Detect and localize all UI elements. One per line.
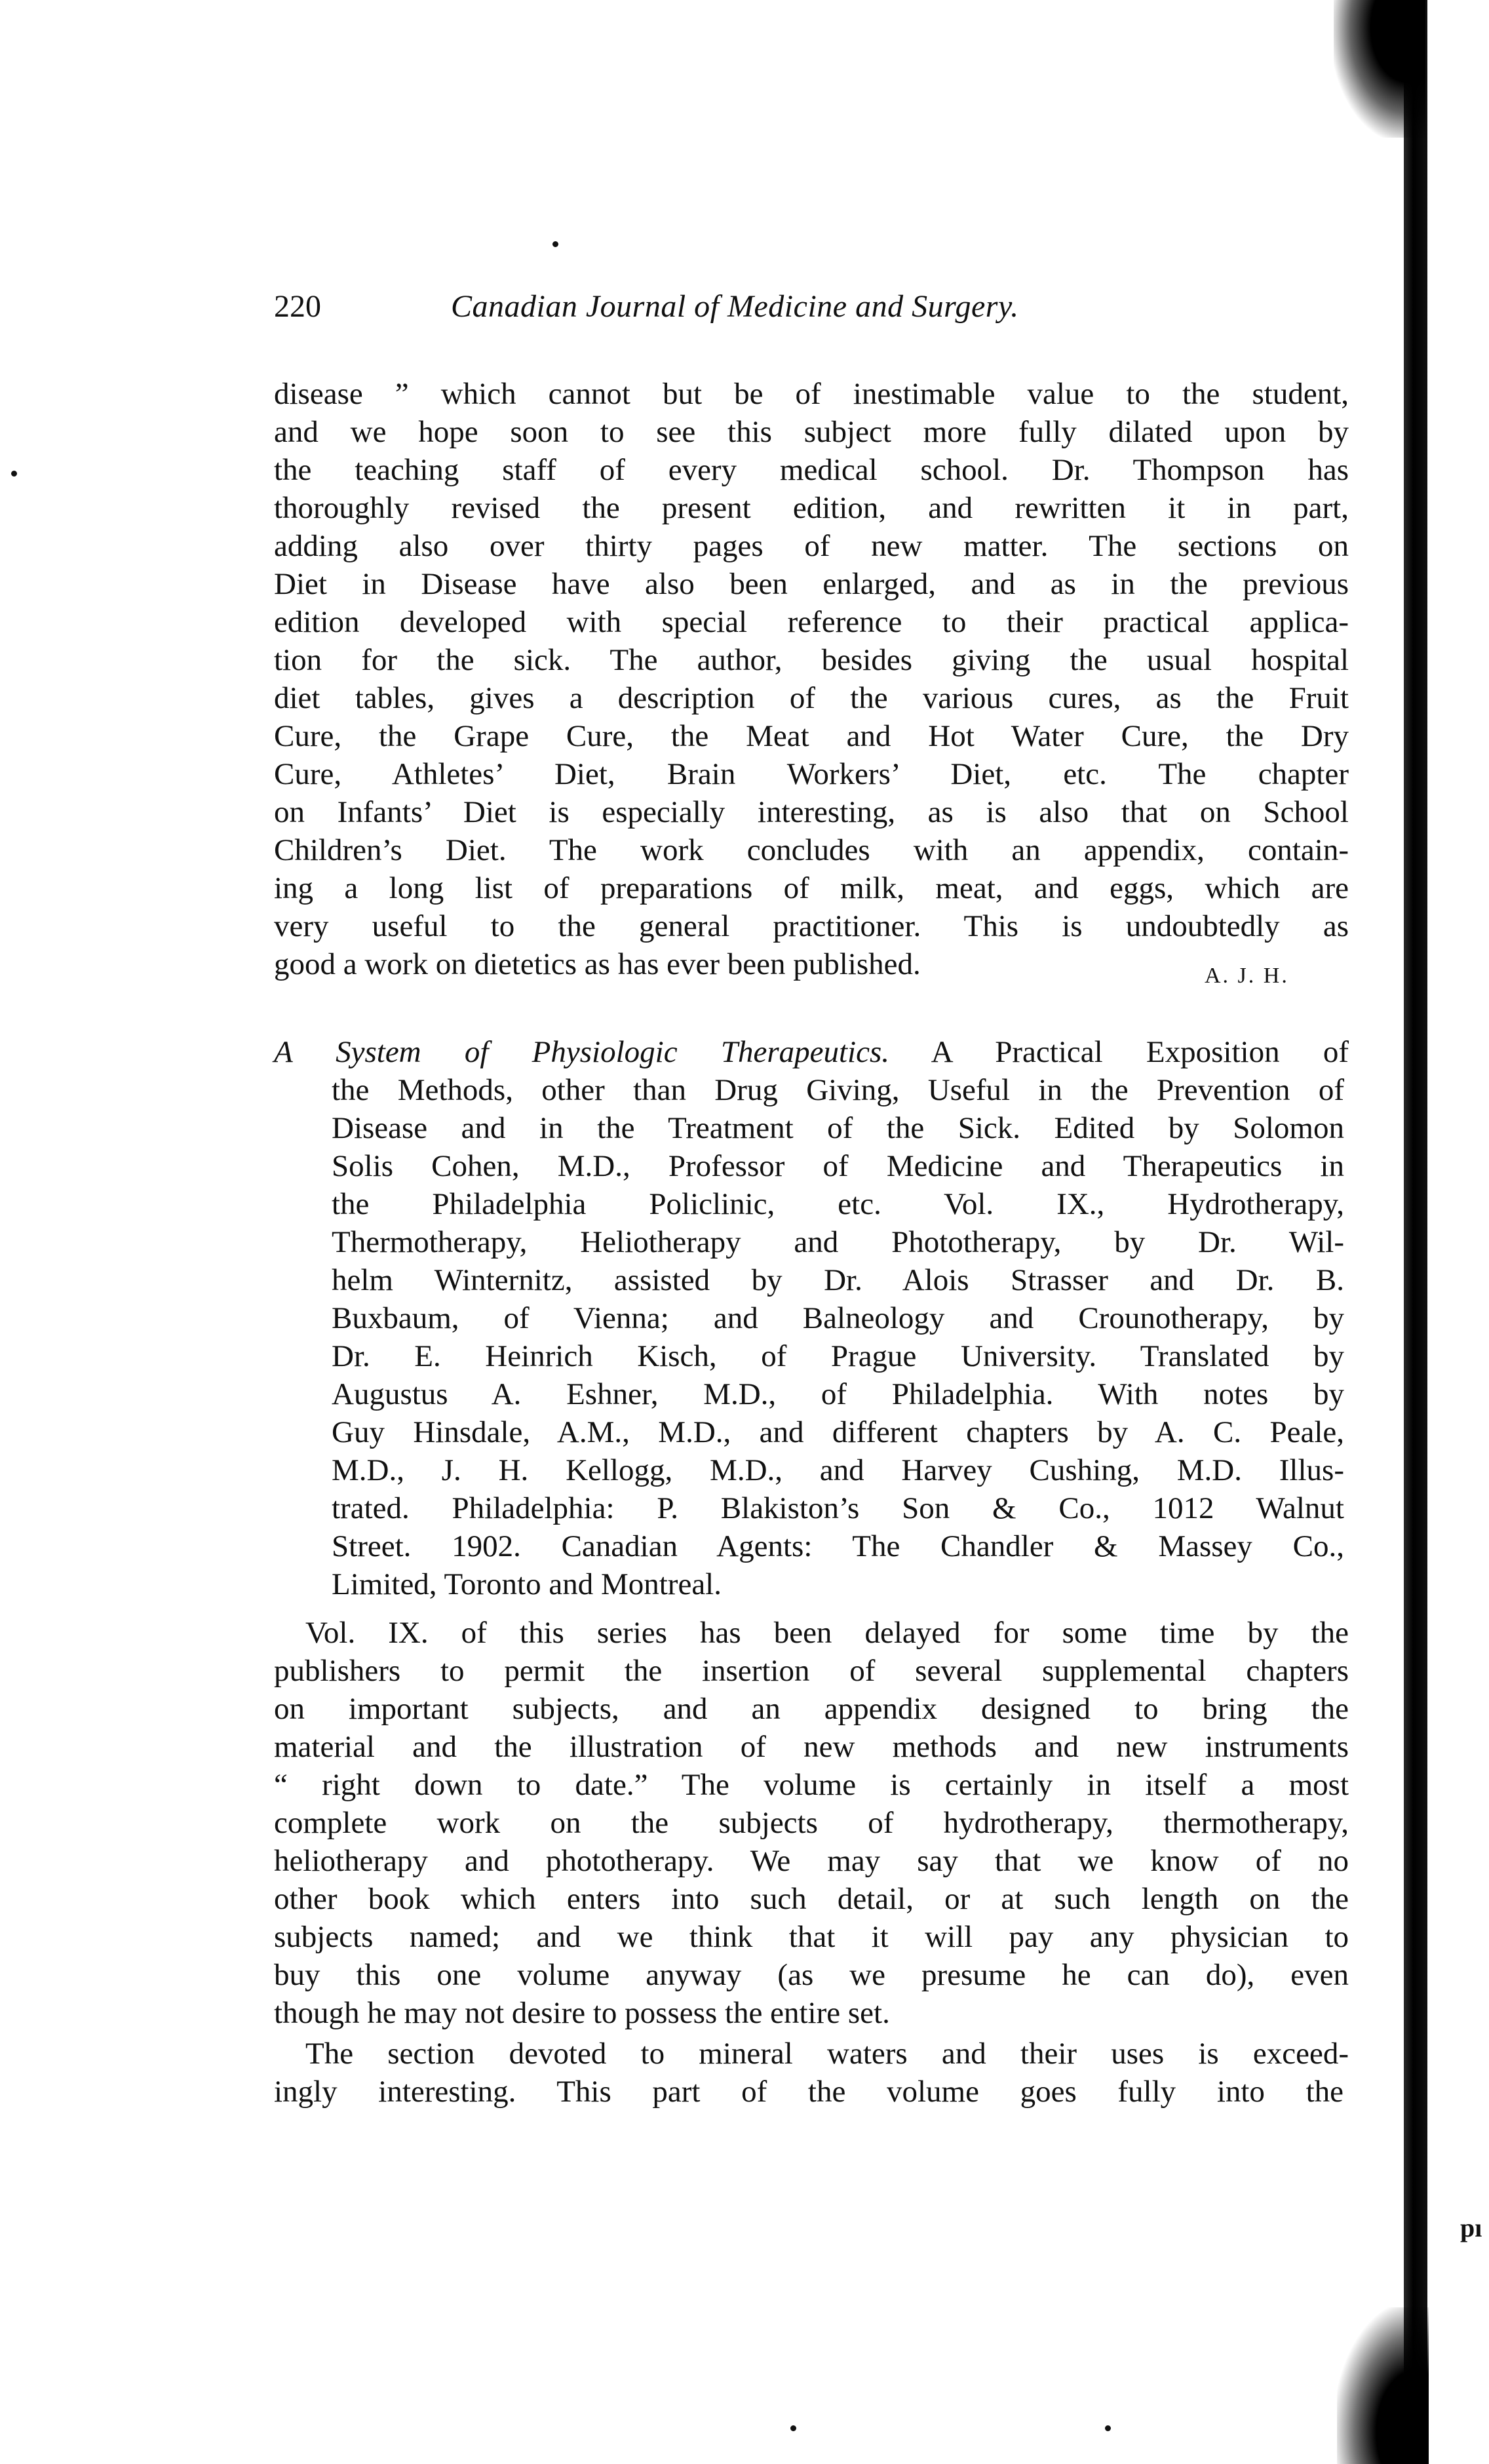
text-line: tion for the sick. The author, besides giving the usual hospital [274,643,1349,677]
citation-line: helm Winternitz, assisted by Dr. Alois Strasser and Dr. B. [332,1263,1344,1297]
text-line: other book which enters into such detail, or at such length on the [274,1882,1349,1916]
print-speck [552,241,558,247]
text-line: very useful to the general practitioner. This is undoubtedly as [274,909,1349,943]
text-line: Cure, the Grape Cure, the Meat and Hot Water Cure, the Dry [274,719,1349,753]
binding-shadow-top [1334,0,1425,138]
book-title-line [274,1033,1349,1071]
text-line: Diet in Disease have also been enlarged, and as in the previous [274,567,1349,601]
text-line: disease ” which cannot but be of inestimable value to the student, [274,377,1349,411]
text-line: material and the illustration of new methods and new instruments [274,1730,1349,1764]
citation-line: the Philadelphia Policlinic, etc. Vol. IX., Hydrotherapy, [332,1187,1344,1221]
citation-line: Buxbaum, of Vienna; and Balneology and Crounotherapy, by [332,1301,1344,1335]
text-line: though he may not desire to possess the entire set. [274,1996,890,2030]
binding-shadow [1404,0,1427,2464]
citation-line: Guy Hinsdale, A.M., M.D., and different chapters by A. C. Peale, [332,1415,1344,1449]
book-subtitle: A Practical Exposition of [931,1035,1349,1069]
citation-line: Solis Cohen, M.D., Professor of Medicine and Therapeutics in [332,1149,1344,1183]
citation-line: Street. 1902. Canadian Agents: The Chandler & Massey Co., [332,1529,1344,1563]
print-speck [1105,2425,1111,2431]
text-line: on Infants’ Diet is especially interesting, as is also that on School [274,795,1349,829]
citation-line: Thermotherapy, Heliotherapy and Phototherapy, by Dr. Wil- [332,1225,1344,1259]
text-line: thoroughly revised the present edition, and rewritten it in part, [274,491,1349,525]
text-line: and we hope soon to see this subject more fully dilated upon by [274,415,1349,449]
citation-line: the Methods, other than Drug Giving, Useful in the Prevention of [332,1073,1344,1107]
citation-line: Augustus A. Eshner, M.D., of Philadelphia. With notes by [332,1377,1344,1411]
text-line: complete work on the subjects of hydrotherapy, thermotherapy, [274,1806,1349,1840]
citation-line: M.D., J. H. Kellogg, M.D., and Harvey Cushing, M.D. Illus- [332,1453,1344,1487]
print-speck [11,471,17,477]
print-speck [790,2425,796,2431]
next-page-fragment: pı [1460,2213,1482,2242]
text-line: edition developed with special reference to their practical applica- [274,605,1349,639]
text-line: publishers to permit the insertion of several supplemental chapters [274,1654,1349,1688]
text-line: on important subjects, and an appendix designed to bring the [274,1692,1349,1726]
text-line: subjects named; and we think that it will pay any physician to [274,1920,1349,1954]
citation-line: trated. Philadelphia: P. Blakiston’s Son & Co., 1012 Walnut [332,1491,1344,1525]
text-line: ing a long list of preparations of milk, meat, and eggs, which are [274,871,1349,905]
text-line: “ right down to date.” The volume is certainly in itself a most [274,1768,1349,1802]
citation-line: Disease and in the Treatment of the Sick. Edited by Solomon [332,1111,1344,1145]
text-line: Children’s Diet. The work concludes with an appendix, contain- [274,833,1349,867]
running-title: Canadian Journal of Medicine and Surgery. [451,289,1019,324]
text-line: adding also over thirty pages of new matter. The sections on [274,529,1349,563]
text-line: the teaching staff of every medical school. Dr. Thompson has [274,453,1349,487]
text-line: heliotherapy and phototherapy. We may say that we know of no [274,1844,1349,1878]
book-title: A System of Physiologic Therapeutics. [274,1035,889,1069]
citation-line: Limited, Toronto and Montreal. [332,1567,722,1601]
text-line: diet tables, gives a description of the various cures, as the Fruit [274,681,1349,715]
text-line: ingly interesting. This part of the volume goes fully into the [274,2075,1344,2109]
text-line: Cure, Athletes’ Diet, Brain Workers’ Diet, etc. The chapter [274,757,1349,791]
text-line: The section devoted to mineral waters and their uses is exceed- [305,2037,1349,2071]
page-number: 220 [274,289,321,324]
text-line: Vol. IX. of this series has been delayed for some time by the [305,1616,1349,1650]
reviewer-initials: A. J. H. [1205,964,1289,988]
text-line: buy this one volume anyway (as we presume he can do), even [274,1958,1349,1992]
binding-shadow-bottom [1337,2307,1429,2464]
citation-line: Dr. E. Heinrich Kisch, of Prague University. Translated by [332,1339,1344,1373]
page-header [274,288,1191,334]
text-line: good a work on dietetics as has ever been published. [274,947,921,981]
